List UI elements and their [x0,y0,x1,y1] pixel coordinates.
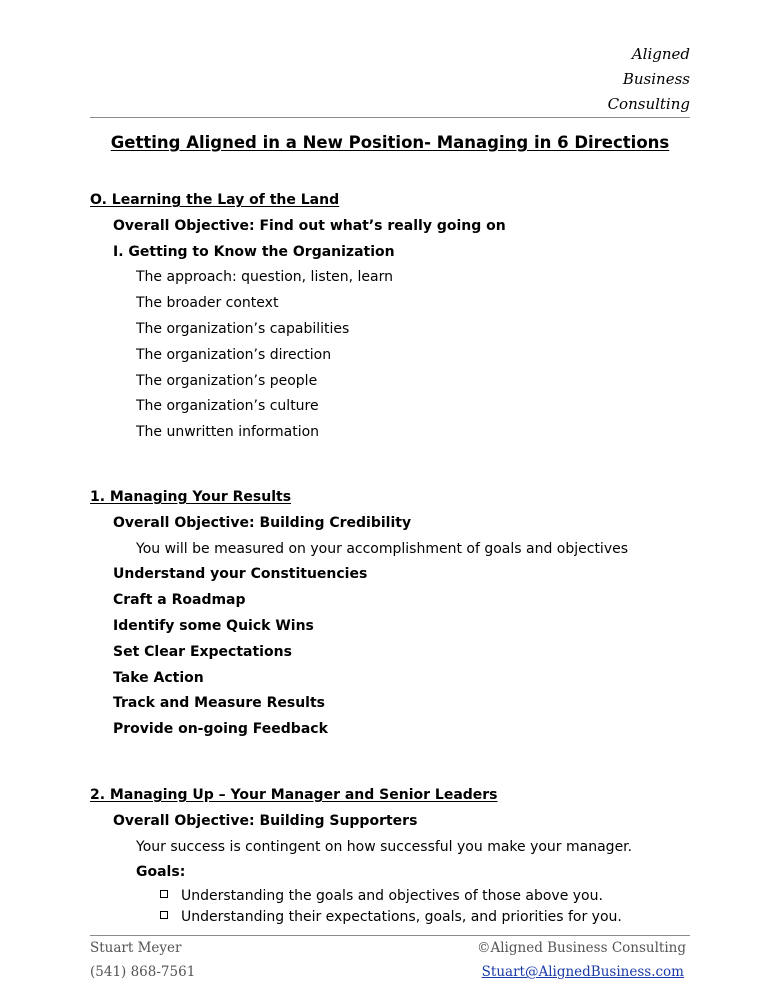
document-body [90,188,690,928]
footer-copyright: ©Aligned Business Consulting [476,940,686,956]
footer-email-link[interactable]: Stuart@AlignedBusiness.com [481,964,684,980]
section-objective: Overall Objective: Find out what’s really going on [113,217,506,234]
list-item: The approach: question, listen, learn [136,269,393,286]
bullet-item [90,886,690,907]
checkbox-bullet-icon [160,911,168,919]
bullet-text: Understanding their expectations, goals, and priorities for you. [181,909,622,926]
document-title: Getting Aligned in a New Position- Managing in 6 Directions [110,133,670,152]
list-item: The organization’s direction [136,346,332,363]
section-note: Your success is contingent on how successful you make your manager. [136,838,633,855]
footer-email-wrap [482,964,684,980]
list-item: Track and Measure Results [113,695,326,712]
list-item: The unwritten information [136,424,320,441]
list-item: The organization’s people [136,372,318,389]
section-heading: O. Learning the Lay of the Land [90,192,340,208]
section-objective: Overall Objective: Building Credibility [113,514,412,531]
list-item: The organization’s capabilities [136,320,350,337]
list-item: Take Action [113,669,204,686]
list-item: Set Clear Expectations [113,643,292,660]
section-heading: 2. Managing Up – Your Manager and Senior Leaders [90,786,498,803]
goals-label: Goals: [136,864,186,881]
footer-phone: (541) 868-7561 [90,964,196,980]
section-note: You will be measured on your accomplishment of goals and objectives [136,540,629,557]
header-divider [90,117,690,118]
footer-divider [90,935,690,936]
list-item: Identify some Quick Wins [113,617,314,634]
brand-line: Aligned [631,45,690,63]
bullet-item [90,907,690,928]
list-item: The broader context [136,295,279,312]
list-item: Understand your Constituencies [113,566,368,583]
footer-name: Stuart Meyer [90,940,182,956]
subsection-heading: I. Getting to Know the Organization [113,243,395,260]
brand-line: Consulting [607,95,690,113]
list-item: Craft a Roadmap [113,592,246,609]
list-item: Provide on-going Feedback [113,721,328,738]
bullet-text: Understanding the goals and objectives of those above you. [181,888,603,905]
brand-block [608,42,690,117]
section-objective: Overall Objective: Building Supporters [113,812,418,829]
list-item: The organization’s culture [136,398,319,415]
brand-line: Business [622,70,690,88]
section-heading: 1. Managing Your Results [90,488,292,505]
checkbox-bullet-icon [160,890,168,898]
